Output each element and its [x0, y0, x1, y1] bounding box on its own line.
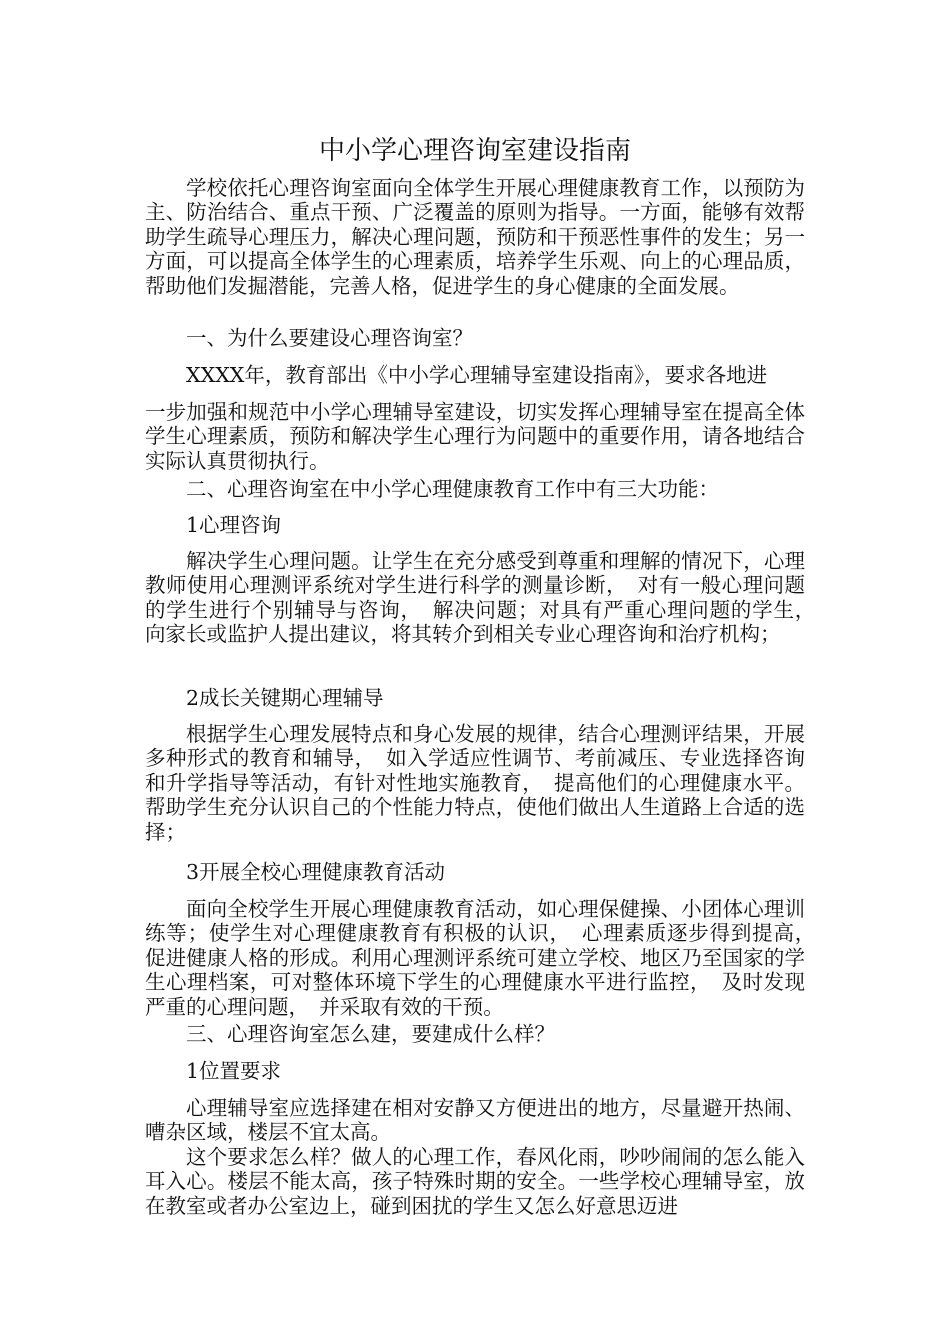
- section1-paragraph-first-line: XXXX年，教育部出《中小学心理辅导室建设指南》，要求各地进: [186, 363, 768, 387]
- item3-heading: 3开展全校心理健康教育活动: [186, 860, 446, 884]
- item2-heading: 2成长关键期心理辅导: [186, 686, 384, 710]
- req1-heading: 1位置要求: [186, 1059, 282, 1083]
- req1-paragraph: 心理辅导室应选择建在相对安静又方便进出的地方，尽量避开热闹、嘈杂区域，楼层不宜太高。: [145, 1096, 805, 1145]
- item1-paragraph: 解决学生心理问题。让学生在充分感受到尊重和理解的情况下，心理教师使用心理测评系统对学生进行科学的测量诊断， 对有一般心理问题的学生进行个别辅导与咨询， 解决问题；对具有严重心理问题的学生， 向家长或监护人提出建议，将其转介到相关专业心理咨询和治疗机构；: [145, 549, 826, 647]
- item2-paragraph: 根据学生心理发展特点和身心发展的规律，结合心理测评结果，开展多种形式的教育和辅导， 如入学适应性调节、考前减压、专业选择咨询和升学指导等活动，有针对性地实施教育， 提高他们的心理健康水平。帮助学生充分认识自己的个性能力特点，使他们做出人生道路上合适的选择；: [145, 722, 805, 844]
- req1-commentary-paragraph: 这个要求怎么样？做人的心理工作，春风化雨，吵吵闹闹的怎么能入耳入心。楼层不能太高，孩子特殊时期的安全。一些学校心理辅导室，放在教室或者办公室边上，碰到困扰的学生又怎么好意思迈进: [145, 1145, 805, 1218]
- section2-heading: 二、心理咨询室在中小学心理健康教育工作中有三大功能：: [186, 477, 719, 501]
- section3-heading: 三、心理咨询室怎么建，要建成什么样？: [186, 1022, 555, 1046]
- section1-heading: 一、为什么要建设心理咨询室？: [186, 326, 473, 350]
- item1-heading: 1心理咨询: [186, 513, 282, 537]
- document-title: 中小学心理咨询室建设指南: [318, 136, 631, 166]
- section1-paragraph-continuation: 一步加强和规范中小学心理辅导室建设，切实发挥心理辅导室在提高全体学生心理素质，预防和解决学生心理行为问题中的重要作用，请各地结合实际认真贯彻执行。: [145, 400, 805, 473]
- intro-paragraph: 学校依托心理咨询室面向全体学生开展心理健康教育工作，以预防为主、防治结合、重点干预、广泛覆盖的原则为指导。一方面，能够有效帮助学生疏导心理压力，解决心理问题，预防和干预恶性事件的发生；另一方面，可以提高全体学生的心理素质，培养学生乐观、向上的心理品质，帮助他们发掘潜能，完善人格，促进学生的身心健康的全面发展。: [145, 176, 805, 298]
- item3-paragraph: 面向全校学生开展心理健康教育活动，如心理保健操、小团体心理训练等；使学生对心理健康教育有积极的认识， 心理素质逐步得到提高， 促进健康人格的形成。利用心理测评系统可建立学校、地区乃至国家的学生心理档案，可对整体环境下学生的心理健康水平进行监控， 及时发现严重的心理问题， 并采取有效的干预。: [145, 897, 826, 1019]
